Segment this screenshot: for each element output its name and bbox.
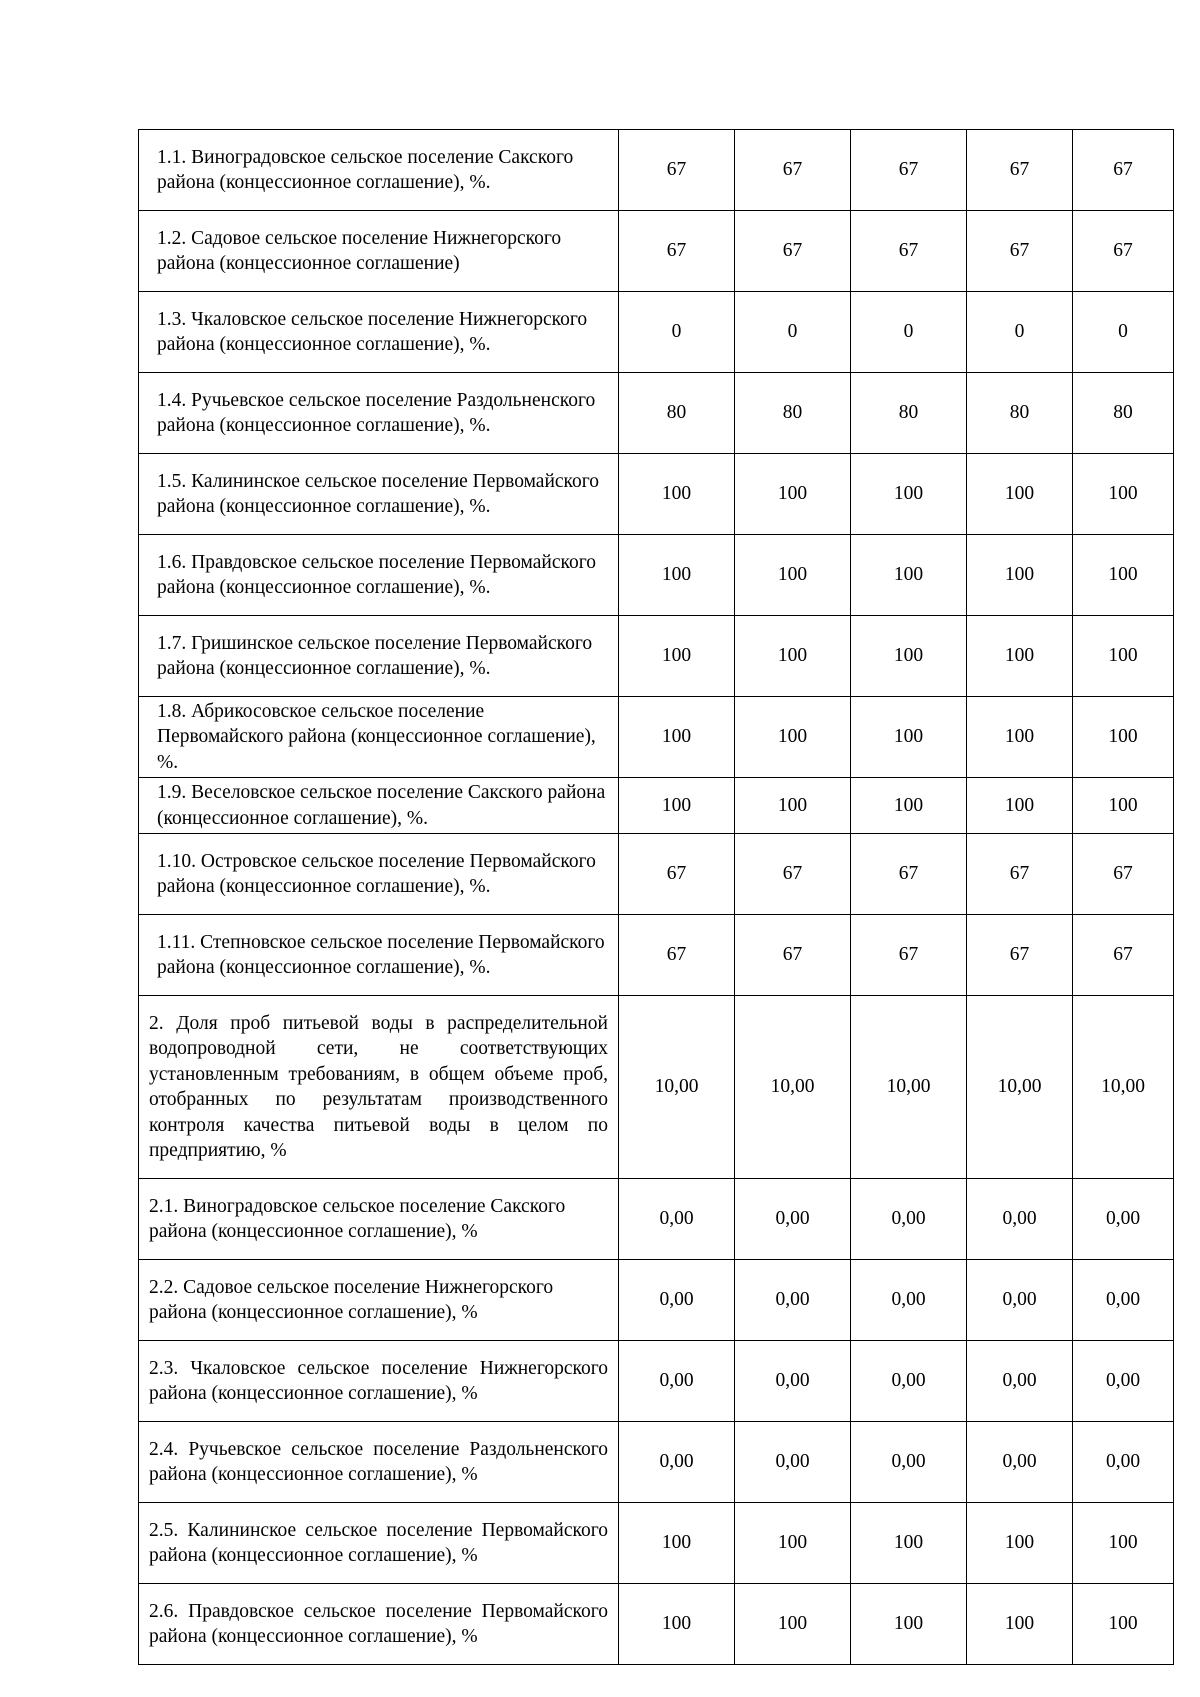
row-value: 100 — [735, 697, 851, 778]
row-value: 10,00 — [735, 996, 851, 1179]
row-value: 0,00 — [1073, 1341, 1174, 1422]
row-label: 2.6. Правдовское сельское поселение Первомайского района (концессионное соглашение), % — [139, 1584, 619, 1665]
row-value: 100 — [1073, 616, 1174, 697]
row-value: 67 — [619, 211, 735, 292]
row-value: 67 — [1073, 130, 1174, 211]
row-value: 67 — [1073, 915, 1174, 996]
row-value: 100 — [851, 1503, 967, 1584]
row-value: 67 — [735, 834, 851, 915]
row-value: 100 — [851, 1584, 967, 1665]
row-value: 0,00 — [619, 1422, 735, 1503]
row-value: 67 — [851, 915, 967, 996]
row-value: 0 — [735, 292, 851, 373]
row-label: 2.4. Ручьевское сельское поселение Раздольненского района (концессионное соглашение), % — [139, 1422, 619, 1503]
row-value: 67 — [1073, 834, 1174, 915]
row-label: 1.8. Абрикосовское сельское поселение Первомайского района (концессионное соглашение), %. — [139, 697, 619, 778]
table-row — [139, 834, 1174, 915]
table-row — [139, 697, 1174, 778]
row-value: 67 — [967, 211, 1073, 292]
row-value: 100 — [735, 1503, 851, 1584]
row-value: 100 — [1073, 1503, 1174, 1584]
row-value: 0,00 — [1073, 1422, 1174, 1503]
table-row — [139, 373, 1174, 454]
row-value: 67 — [851, 834, 967, 915]
row-value: 67 — [967, 834, 1073, 915]
row-label: 2.1. Виноградовское сельское поселение Сакского района (концессионное соглашение), % — [139, 1179, 619, 1260]
table-row — [139, 130, 1174, 211]
row-value: 67 — [851, 130, 967, 211]
row-value: 0,00 — [735, 1260, 851, 1341]
row-value: 0,00 — [967, 1422, 1073, 1503]
row-value: 100 — [1073, 454, 1174, 535]
row-value: 0,00 — [851, 1341, 967, 1422]
row-value: 100 — [1073, 535, 1174, 616]
row-label: 1.7. Гришинское сельское поселение Первомайского района (концессионное соглашение), %. — [139, 616, 619, 697]
row-value: 100 — [1073, 697, 1174, 778]
table-row — [139, 454, 1174, 535]
row-value: 0,00 — [735, 1422, 851, 1503]
row-label: 1.6. Правдовское сельское поселение Первомайского района (концессионное соглашение), %. — [139, 535, 619, 616]
row-value: 67 — [619, 834, 735, 915]
row-value: 100 — [967, 616, 1073, 697]
row-value: 0,00 — [967, 1260, 1073, 1341]
indicators-table — [138, 129, 1174, 1665]
row-label: 1.1. Виноградовское сельское поселение Сакского района (концессионное соглашение), %. — [139, 130, 619, 211]
row-value: 10,00 — [851, 996, 967, 1179]
row-value: 67 — [967, 915, 1073, 996]
row-value: 100 — [735, 454, 851, 535]
row-value: 0 — [1073, 292, 1174, 373]
row-value: 0,00 — [619, 1341, 735, 1422]
row-value: 100 — [735, 778, 851, 834]
table-row — [139, 1179, 1174, 1260]
row-label: 2.5. Калининское сельское поселение Первомайского района (концессионное соглашение), % — [139, 1503, 619, 1584]
row-value: 0,00 — [619, 1260, 735, 1341]
row-value: 100 — [967, 1584, 1073, 1665]
row-value: 10,00 — [967, 996, 1073, 1179]
row-value: 0,00 — [851, 1422, 967, 1503]
row-value: 100 — [619, 778, 735, 834]
row-value: 100 — [967, 454, 1073, 535]
row-value: 80 — [735, 373, 851, 454]
row-value: 80 — [619, 373, 735, 454]
row-value: 0 — [967, 292, 1073, 373]
row-value: 100 — [619, 535, 735, 616]
row-value: 67 — [851, 211, 967, 292]
row-value: 0,00 — [619, 1179, 735, 1260]
table-row — [139, 915, 1174, 996]
row-value: 67 — [735, 130, 851, 211]
row-label: 1.5. Калининское сельское поселение Первомайского района (концессионное соглашение), %. — [139, 454, 619, 535]
row-value: 100 — [619, 454, 735, 535]
row-value: 0,00 — [735, 1179, 851, 1260]
row-label: 1.11. Степновское сельское поселение Первомайского района (концессионное соглашение), %. — [139, 915, 619, 996]
table-row — [139, 1260, 1174, 1341]
row-value: 0,00 — [851, 1260, 967, 1341]
table-row — [139, 778, 1174, 834]
row-value: 67 — [735, 211, 851, 292]
row-value: 80 — [967, 373, 1073, 454]
row-value: 0,00 — [735, 1341, 851, 1422]
row-value: 0,00 — [1073, 1179, 1174, 1260]
row-value: 100 — [735, 616, 851, 697]
row-label: 1.3. Чкаловское сельское поселение Нижнегорского района (концессионное соглашение), %. — [139, 292, 619, 373]
row-value: 10,00 — [1073, 996, 1174, 1179]
row-value: 0,00 — [967, 1341, 1073, 1422]
row-value: 0,00 — [967, 1179, 1073, 1260]
row-value: 100 — [851, 616, 967, 697]
row-value: 100 — [735, 1584, 851, 1665]
row-value: 100 — [851, 778, 967, 834]
row-value: 0 — [851, 292, 967, 373]
row-value: 100 — [619, 1503, 735, 1584]
row-label: 1.9. Веселовское сельское поселение Сакского района (концессионное соглашение), %. — [139, 778, 619, 834]
row-value: 80 — [1073, 373, 1174, 454]
row-value: 0 — [619, 292, 735, 373]
table-row — [139, 1422, 1174, 1503]
row-value: 100 — [851, 535, 967, 616]
row-label: 2.3. Чкаловское сельское поселение Нижнегорского района (концессионное соглашение), % — [139, 1341, 619, 1422]
table-row — [139, 996, 1174, 1179]
row-value: 100 — [851, 697, 967, 778]
row-label: 1.10. Островское сельское поселение Первомайского района (концессионное соглашение), %. — [139, 834, 619, 915]
row-value: 100 — [735, 535, 851, 616]
row-value: 67 — [1073, 211, 1174, 292]
row-label: 1.2. Садовое сельское поселение Нижнегорского района (концессионное соглашение) — [139, 211, 619, 292]
row-value: 67 — [735, 915, 851, 996]
row-value: 100 — [967, 1503, 1073, 1584]
table-row — [139, 1584, 1174, 1665]
table-row — [139, 616, 1174, 697]
row-value: 100 — [967, 535, 1073, 616]
row-label: 1.4. Ручьевское сельское поселение Раздольненского района (концессионное соглашение), %. — [139, 373, 619, 454]
row-value: 100 — [619, 697, 735, 778]
table-row — [139, 292, 1174, 373]
row-value: 0,00 — [851, 1179, 967, 1260]
row-label: 2. Доля проб питьевой воды в распределительной водопроводной сети, не соответствующих установленным требованиям, в общем объеме проб, отобранных по результатам производственного контроля качества питьевой воды в целом по предприятию, % — [139, 996, 619, 1179]
table-row — [139, 1503, 1174, 1584]
row-value: 80 — [851, 373, 967, 454]
table-row — [139, 535, 1174, 616]
document-page — [138, 129, 1173, 1665]
row-value: 100 — [851, 454, 967, 535]
row-value: 67 — [619, 130, 735, 211]
row-value: 100 — [1073, 778, 1174, 834]
row-label: 2.2. Садовое сельское поселение Нижнегорского района (концессионное соглашение), % — [139, 1260, 619, 1341]
table-row — [139, 1341, 1174, 1422]
table-row — [139, 211, 1174, 292]
row-value: 100 — [619, 1584, 735, 1665]
row-value: 0,00 — [1073, 1260, 1174, 1341]
row-value: 67 — [619, 915, 735, 996]
row-value: 100 — [967, 697, 1073, 778]
row-value: 100 — [967, 778, 1073, 834]
row-value: 10,00 — [619, 996, 735, 1179]
row-value: 100 — [1073, 1584, 1174, 1665]
row-value: 100 — [619, 616, 735, 697]
row-value: 67 — [967, 130, 1073, 211]
